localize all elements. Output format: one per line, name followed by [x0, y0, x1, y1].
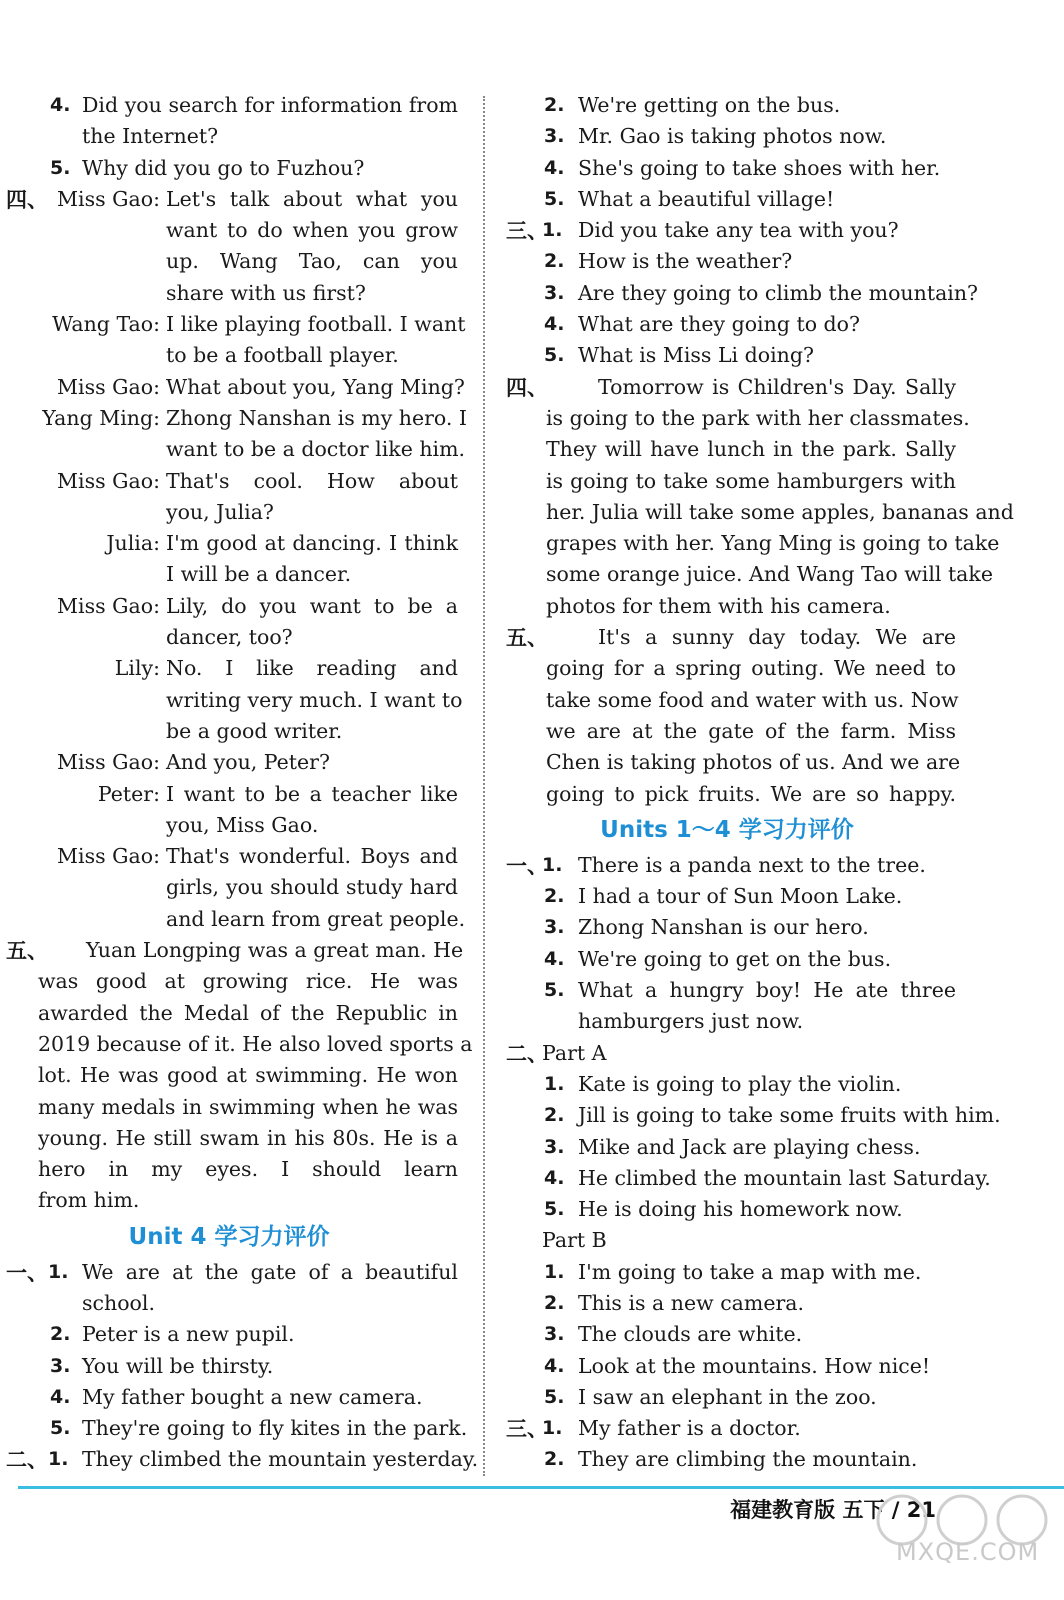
line-text: What a beautiful village! [578, 186, 835, 211]
text-line [0, 215, 470, 246]
speaker-name: Peter: [97, 781, 160, 806]
line-text: her. Julia will take some apples, bananas and [546, 499, 1014, 524]
line-text: They are climbing the mountain. [578, 1447, 918, 1472]
section-marker: 一、 [506, 852, 548, 878]
section-heading: Units 1～4 学习力评价 [600, 816, 854, 843]
item-number: 4. [50, 94, 71, 116]
line-text: 2019 because of it. He also loved sports a [38, 1031, 473, 1056]
section-marker: 四、 [506, 374, 548, 400]
text-line [498, 1006, 968, 1037]
speaker-name: Miss Gao: [57, 186, 160, 211]
line-text: He is doing his homework now. [578, 1197, 903, 1222]
line-text: Part B [542, 1228, 607, 1253]
line-text: share with us first? [166, 280, 366, 305]
item-number: 1. [48, 1448, 69, 1471]
line-text: I want to be a teacher like [166, 781, 458, 806]
item-number: 3. [544, 125, 565, 148]
line-text: This is a new camera. [578, 1290, 805, 1315]
text-line [0, 1092, 470, 1123]
item-number: 1. [544, 1260, 565, 1283]
text-line [0, 1029, 473, 1060]
item-number: 1. [48, 1260, 69, 1283]
footer-page-label: 福建教育版 五下 / 21 [730, 1498, 936, 1522]
text-line [498, 1100, 1001, 1131]
line-text: Are they going to climb the mountain? [578, 280, 979, 305]
text-line [0, 434, 470, 465]
speaker-name: Miss Gao: [57, 844, 160, 869]
text-line [498, 881, 968, 912]
line-text: No. I like reading and [166, 656, 458, 681]
text-line [498, 622, 968, 653]
text-line [498, 403, 968, 434]
line-text: She's going to take shoes with her. [578, 155, 941, 180]
item-number: 2. [50, 1323, 71, 1346]
item-number: 1. [542, 1417, 563, 1440]
line-text: be a good writer. [166, 718, 343, 743]
text-line [498, 340, 968, 371]
line-text: school. [82, 1290, 155, 1315]
text-line [0, 1319, 470, 1350]
line-text: How is the weather? [578, 249, 793, 274]
line-text: want to do when you grow [166, 218, 458, 243]
text-line [498, 1351, 968, 1382]
item-number: 5. [544, 1385, 565, 1408]
line-text: up. Wang Tao, can you [166, 249, 458, 274]
text-line [498, 779, 968, 810]
text-line [498, 1194, 968, 1225]
speaker-name: Yang Ming: [42, 405, 160, 430]
line-text: We are at the gate of a beautiful [82, 1259, 458, 1284]
line-text: Why did you go to Fuzhou? [82, 155, 365, 180]
line-text: I'm going to take a map with me. [578, 1259, 922, 1284]
line-text: Yuan Longping was a great man. He [86, 938, 464, 963]
section-heading: Unit 4 学习力评价 [128, 1223, 330, 1250]
section-marker: 三、 [506, 1416, 548, 1442]
line-text: the Internet? [82, 124, 219, 149]
right-column [498, 90, 1014, 1476]
text-line [0, 591, 470, 622]
text-line [498, 716, 968, 747]
item-number: 4. [544, 1354, 565, 1377]
speaker-name: Miss Gao: [57, 750, 160, 775]
item-number: 5. [544, 1198, 565, 1221]
text-line [0, 372, 470, 403]
line-text: They will have lunch in the park. Sally [546, 437, 956, 462]
left-column [0, 90, 479, 1476]
column-divider [483, 96, 485, 1476]
item-number: 3. [544, 1135, 565, 1158]
text-line [0, 403, 470, 434]
line-text: They're going to fly kites in the park. [82, 1416, 468, 1441]
text-line [0, 466, 470, 497]
text-line [0, 810, 470, 841]
text-line [0, 904, 470, 935]
line-text: That's cool. How about [166, 468, 458, 493]
text-line [0, 184, 470, 215]
item-number: 4. [544, 313, 565, 336]
item-number: 3. [544, 281, 565, 304]
line-text: Lily, do you want to be a [166, 593, 458, 618]
line-text: hamburgers just now. [578, 1009, 804, 1034]
text-line [0, 653, 470, 684]
line-text: What a hungry boy! He ate three [578, 978, 956, 1003]
section-marker: 四、 [6, 186, 48, 212]
section-marker: 五、 [506, 625, 548, 651]
speaker-name: Miss Gao: [57, 468, 160, 493]
text-line [0, 1413, 470, 1444]
section-marker: 五、 [6, 938, 48, 964]
line-text: And you, Peter? [166, 750, 330, 775]
line-text: Peter is a new pupil. [82, 1322, 295, 1347]
line-text: Zhong Nanshan is our hero. [578, 915, 869, 940]
line-text: You will be thirsty. [82, 1353, 274, 1378]
line-text: want to be a doctor like him. [166, 437, 466, 462]
line-text: I saw an elephant in the zoo. [578, 1384, 877, 1409]
text-line [498, 215, 968, 246]
speaker-name: Miss Gao: [57, 374, 160, 399]
line-text: Look at the mountains. How nice! [578, 1353, 931, 1378]
text-line [0, 1123, 470, 1154]
line-text: many medals in swimming when he was [38, 1094, 458, 1119]
line-text: He climbed the mountain last Saturday. [578, 1165, 991, 1190]
item-number: 4. [50, 1385, 71, 1408]
text-line [498, 434, 968, 465]
text-line [498, 466, 968, 497]
text-line [498, 591, 968, 622]
line-text: photos for them with his camera. [546, 593, 891, 618]
text-line [0, 1154, 470, 1185]
item-number: 2. [544, 1448, 565, 1471]
text-line [498, 1288, 968, 1319]
text-line [0, 559, 470, 590]
line-text: to be a football player. [166, 343, 399, 368]
text-line [498, 653, 968, 684]
text-line [498, 1444, 968, 1475]
line-text: I had a tour of Sun Moon Lake. [578, 884, 903, 909]
text-line [498, 1413, 968, 1444]
text-line [498, 528, 1000, 559]
text-line [498, 1257, 968, 1288]
text-line [498, 90, 968, 121]
line-text: you, Julia? [166, 499, 274, 524]
item-number: 4. [544, 1166, 565, 1189]
line-text: We're getting on the bus. [578, 93, 841, 117]
line-text: It's a sunny day today. We are [598, 625, 956, 650]
text-line [498, 1038, 968, 1069]
line-text: Mike and Jack are playing chess. [578, 1134, 921, 1159]
line-text: was good at growing rice. He was [38, 969, 458, 994]
line-text: Zhong Nanshan is my hero. I [166, 405, 468, 430]
text-line [0, 966, 470, 997]
item-number: 5. [544, 344, 565, 367]
line-text: and learn from great people. [166, 906, 466, 931]
line-text: My father is a doctor. [578, 1416, 801, 1441]
line-text: What is Miss Li doing? [578, 343, 814, 368]
text-line [498, 497, 1014, 528]
text-line [0, 1288, 470, 1319]
text-line [498, 912, 968, 943]
text-line [498, 246, 968, 277]
text-line [0, 153, 470, 184]
line-text: Part A [542, 1040, 607, 1065]
section-marker: 二、 [506, 1040, 548, 1066]
line-text: There is a panda next to the tree. [578, 852, 926, 877]
text-line [498, 944, 968, 975]
text-line [498, 309, 968, 340]
watermark-text: MXQE.COM [896, 1538, 1040, 1566]
text-line [0, 340, 470, 371]
text-line [0, 998, 470, 1029]
text-line [0, 1185, 470, 1216]
text-line [0, 841, 470, 872]
line-text: I will be a dancer. [166, 562, 352, 587]
line-text: What are they going to do? [578, 312, 861, 337]
item-number: 5. [544, 979, 565, 1002]
item-number: 1. [542, 219, 563, 242]
text-line [0, 90, 470, 121]
text-line [498, 685, 968, 716]
section-marker: 三、 [506, 218, 548, 244]
item-number: 5. [544, 187, 565, 210]
text-line [498, 747, 968, 778]
item-number: 3. [544, 916, 565, 939]
line-text: awarded the Medal of the Republic in [38, 1000, 458, 1025]
text-line [498, 1132, 968, 1163]
item-number: 3. [50, 1354, 71, 1377]
line-text: What about you, Yang Ming? [166, 374, 465, 399]
text-line [498, 1163, 991, 1194]
text-line [498, 121, 968, 152]
text-line [0, 872, 470, 903]
speaker-name: Julia: [106, 531, 160, 556]
text-line [0, 747, 470, 778]
text-line [0, 1351, 470, 1382]
text-line [0, 528, 470, 559]
line-text: is going to the park with her classmates. [546, 405, 970, 430]
section-marker: 一、 [6, 1259, 48, 1285]
line-text: I like playing football. I want [166, 312, 466, 337]
line-text: young. He still swam in his 80s. He is a [38, 1125, 458, 1150]
line-text: Tomorrow is Children's Day. Sally [598, 374, 956, 399]
text-line [498, 278, 979, 309]
line-text: take some food and water with us. Now [546, 687, 959, 712]
speaker-name: Wang Tao: [52, 312, 160, 337]
line-text: Kate is going to play the violin. [578, 1071, 902, 1096]
text-line [0, 1382, 470, 1413]
text-line [0, 309, 470, 340]
text-line [0, 121, 470, 152]
line-text: We're going to get on the bus. [578, 946, 892, 971]
item-number: 2. [544, 94, 565, 116]
text-line [0, 685, 470, 716]
line-text: They climbed the mountain yesterday. [82, 1447, 479, 1472]
line-text: you, Miss Gao. [166, 812, 319, 837]
item-number: 4. [544, 156, 565, 179]
text-line [0, 779, 470, 810]
item-number: 1. [542, 853, 563, 876]
line-text: going to pick fruits. We are so happy. [546, 781, 956, 806]
line-text: we are at the gate of the farm. Miss [546, 718, 956, 743]
item-number: 2. [544, 250, 565, 273]
line-text: lot. He was good at swimming. He won [38, 1063, 458, 1088]
line-text: going for a spring outing. We need to [546, 656, 956, 681]
line-text: Let's talk about what you [166, 186, 458, 211]
text-line [498, 1225, 968, 1256]
item-number: 3. [544, 1323, 565, 1346]
text-line [498, 184, 968, 215]
text-line [498, 975, 968, 1006]
line-text: Did you search for information from [82, 93, 458, 117]
text-line [0, 246, 470, 277]
text-line [498, 372, 968, 403]
line-text: Did you take any tea with you? [578, 218, 899, 243]
line-text: The clouds are white. [578, 1322, 803, 1347]
line-text: from him. [38, 1188, 140, 1213]
text-line [0, 622, 470, 653]
line-text: girls, you should study hard [166, 875, 458, 900]
line-text: is going to take some hamburgers with [546, 468, 956, 493]
text-line [0, 1444, 479, 1475]
line-text: That's wonderful. Boys and [166, 844, 458, 869]
line-text: Jill is going to take some fruits with him. [578, 1103, 1001, 1128]
line-text: hero in my eyes. I should learn [38, 1157, 458, 1182]
line-text: dancer, too? [166, 625, 293, 650]
line-text: writing very much. I want to [166, 687, 463, 712]
line-text: some orange juice. And Wang Tao will take [546, 562, 993, 587]
text-line [498, 153, 968, 184]
item-number: 5. [50, 1417, 71, 1440]
text-line [0, 1060, 470, 1091]
item-number: 4. [544, 947, 565, 970]
speaker-name: Miss Gao: [57, 593, 160, 618]
text-line [0, 278, 470, 309]
line-text: My father bought a new camera. [82, 1384, 423, 1409]
speaker-name: Lily: [114, 656, 160, 681]
text-line [0, 716, 470, 747]
text-line [498, 850, 968, 881]
text-line [0, 935, 470, 966]
text-line [498, 1319, 968, 1350]
text-line [498, 1069, 968, 1100]
item-number: 2. [544, 885, 565, 908]
item-number: 2. [544, 1291, 565, 1314]
line-text: grapes with her. Yang Ming is going to take [546, 531, 1000, 556]
footer-rule [18, 1486, 1064, 1489]
text-line [498, 559, 993, 590]
text-line [0, 497, 470, 528]
section-marker: 二、 [6, 1447, 48, 1473]
line-text: Chen is taking photos of us. And we are [546, 750, 961, 775]
line-text: Mr. Gao is taking photos now. [578, 124, 887, 149]
item-number: 5. [50, 156, 71, 179]
item-number: 1. [544, 1072, 565, 1095]
line-text: I'm good at dancing. I think [166, 531, 458, 556]
text-line [0, 1257, 470, 1288]
item-number: 2. [544, 1104, 565, 1127]
text-line [498, 1382, 968, 1413]
